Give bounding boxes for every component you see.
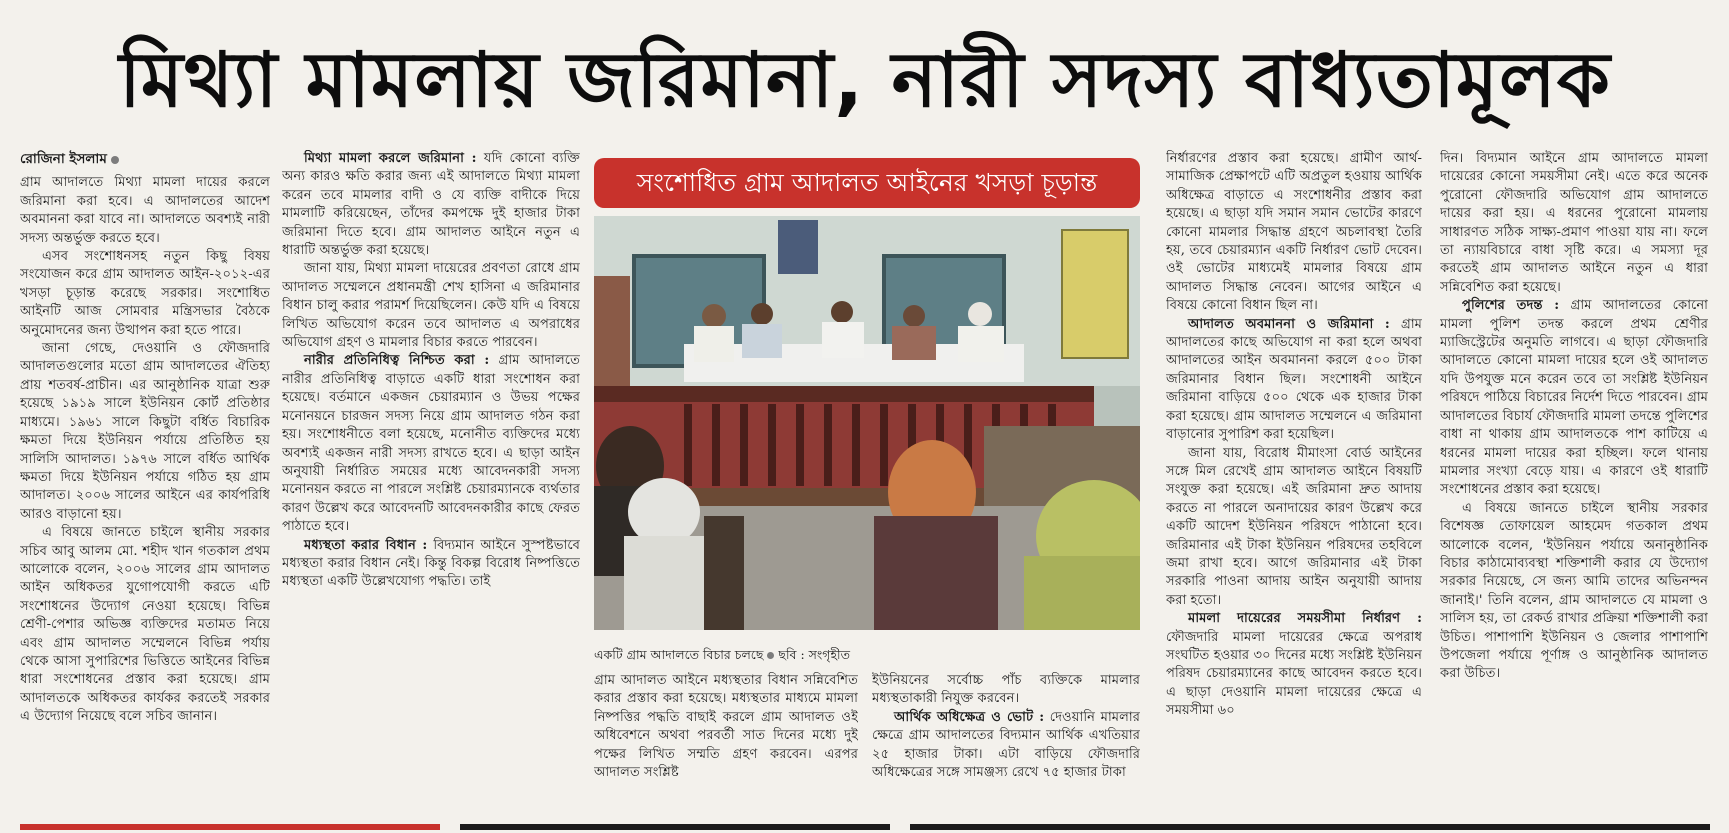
byline-dot-icon bbox=[111, 156, 119, 164]
paragraph bbox=[1440, 500, 1708, 684]
paragraph bbox=[1166, 445, 1422, 611]
paragraph-text: বিদ্যমান আইনে সুস্পষ্টভাবে মধ্যস্থতা করার বিধান নেই। কিন্তু বিকল্প বিরোধ নিষ্পত্তিতে মধ্যস্থতা একটি উল্লেখযোগ্য পদ্ধতি। তাই bbox=[282, 537, 580, 590]
subheading: মামলা দায়েরের সময়সীমা নির্ধারণ : bbox=[1188, 611, 1422, 627]
paragraph bbox=[1166, 316, 1422, 445]
paragraph: গ্রাম আদালতে মিথ্যা মামলা দায়ের করলে জরিমানা করা হবে। এ আদালতের আদেশ অবমাননা করা যাবে না। আদালতে অবশ্যই নারী সদস্য অন্তর্ভুক্ত করতে হবে। bbox=[20, 175, 270, 246]
byline bbox=[20, 150, 270, 168]
court-photo bbox=[594, 216, 1140, 630]
paragraph bbox=[1440, 297, 1708, 499]
subheading: নারীর প্রতিনিধিত্ব নিশ্চিত করা : bbox=[304, 353, 490, 369]
paragraph-text: এ বিষয়ে জানতে চাইলে স্থানীয় সরকার বিশেষজ্ঞ তোফায়েল আহমেদ গতকাল প্রথম আলোকে বলেন, 'ইউনিয়ন পর্যায়ে অনানুষ্ঠানিক বিচার কাঠামোব্যবস্থা শক্তিশালী করার যে উদ্যোগ সরকার নিয়েছে, সে জন্য আমি তাদের অভিনন্দন জানাই।' তিনি বলেন, গ্রাম আদালতে যে মামলা ও সালিস হয়, তা রেকর্ড রাখার প্রক্রিয়া শক্তিশালী করা উচিত। পাশাপাশি ইউনিয়ন ও জেলার পাশাপাশি উপজেলা পর্যায়ে পূর্ণাঙ্গ ও আনুষ্ঠানিক আদালত করা উচিত। bbox=[1440, 500, 1708, 682]
subheading: আদালত অবমাননা ও জরিমানা : bbox=[1188, 316, 1390, 332]
paragraph-text: যদি কোনো ব্যক্তি অন্য কারও ক্ষতি করার জন্য এই আদালতে মিথ্যা মামলা করেন তবে মামলার বাদী ও যে ব্যক্তি বাদীকে দিয়ে মামলাটি করিয়েছেন, তাঁদের কমপক্ষে দুই হাজার টাকা জরিমানা দিতে হবে। গ্রাম আদালত আইনে নতুন এ ধারাটি অন্তর্ভুক্ত করা হয়েছে। bbox=[282, 151, 580, 259]
article-column-4 bbox=[872, 672, 1140, 812]
caption-dot-icon bbox=[767, 652, 774, 659]
paragraph bbox=[282, 352, 580, 536]
article-column-2 bbox=[282, 150, 580, 810]
paragraph-text: জানা যায়, বিরোধ মীমাংসা বোর্ড আইনের সঙ্গে মিল রেখেই গ্রাম আদালত আইনে বিষয়টি সংযুক্ত করা হয়েছে। এই জরিমানা দ্রুত আদায় করতে না পারলে অনাদায়ের কারণ উল্লেখ করে একটি আদেশ ইউনিয়ন পরিষদে পাঠানো হবে। জরিমানার এই টাকা ইউনিয়ন পরিষদের তহবিলে জমা রাখা হবে। আগে জরিমানার এই টাকা সরকারি পাওনা আদায় আইন অনুযায়ী আদায় করা হতো। bbox=[1166, 445, 1422, 608]
subheading: মিথ্যা মামলা করলে জরিমানা : bbox=[304, 151, 477, 166]
paragraph bbox=[1166, 150, 1422, 316]
photo-caption bbox=[594, 644, 1140, 666]
caption-text: একটি গ্রাম আদালতে বিচার চলছে bbox=[594, 647, 764, 662]
paragraph: এ বিষয়ে জানতে চাইলে স্থানীয় সরকার সচিব আবু আলম মো. শহীদ খান গতকাল প্রথম আলোকে বলেন, ২০০৬ সালের গ্রাম আদালত আইন অধিকতর যুগোপযোগী করতে এটি সংশোধনের উদ্যোগ নেওয়া হয়েছে। বিভিন্ন শ্রেণী-পেশার অভিজ্ঞ ব্যক্তিদের মতামত নিয়ে এবং গ্রাম আদালত সম্মেলনে বিভিন্ন পর্যায় থেকে আসা সুপারিশের ভিত্তিতে আইনের বিভিন্ন ধারা সংশোধনের প্রস্তাব করা হয়েছে। গ্রাম আদালতকে অধিকতর কার্যকর করতেই সরকার এ উদ্যোগ নিয়েছে বলে সচিব জানান। bbox=[20, 525, 270, 725]
paragraph: এসব সংশোধনসহ নতুন কিছু বিষয় সংযোজন করে গ্রাম আদালত আইন-২০১২-এর খসড়া চূড়ান্ত করেছে সরকার। সংশোধিত আইনটি আজ সোমবার মন্ত্রিসভার বৈঠকে অনুমোদনের জন্য উত্থাপন করা হতে পারে। bbox=[20, 249, 270, 338]
paragraph-text: গ্রাম আদালতের কাছে অভিযোগ না করা হলে অথবা আদালতের আইন অবমাননা করলে ৫০০ টাকা জরিমানার বিধান ছিল। সংশোধনী আইনে জরিমানা বাড়িয়ে ৫০০ থেকে এক হাজার টাকা করা হয়েছে। গ্রাম আদালত সম্মেলনে এ জরিমানা বাড়ানোর সুপারিশ করা হয়েছিল। bbox=[1166, 316, 1422, 443]
paragraph bbox=[282, 150, 580, 260]
caption-credit: ছবি : সংগৃহীত bbox=[778, 647, 851, 662]
paragraph bbox=[282, 260, 580, 352]
byline-name: রোজিনা ইসলাম bbox=[20, 151, 107, 167]
paragraph-text: গ্রাম আদালতের কোনো মামলা পুলিশ তদন্ত করলে প্রথম শ্রেণীর ম্যাজিস্ট্রেটের অনুমতি লাগবে। এ ছাড়া ফৌজদারি আদালতে কোনো মামলা দায়ের হলে ওই আদালত যদি উপযুক্ত মনে করেন তবে তা সংশ্লিষ্ট ইউনিয়ন পরিষদে পাঠিয়ে বিচারের নির্দেশ দিতে পারবেন। গ্রাম আদালতের বিচার্য ফৌজদারি মামলা তদন্তে পুলিশের বাধা না থাকায় গ্রাম আদালতকে পাশ কাটিয়ে এ ধরনের মামলা দায়ের করা হচ্ছিল। ফলে থানায় মামলার সংখ্যা বেড়ে যায়। এ কারণে ওই ধারাটি সংশোধনের প্রস্তাব করা হয়েছে। bbox=[1440, 298, 1708, 498]
paragraph-text: দেওয়ানি মামলার ক্ষেত্রে গ্রাম আদালতের বিদ্যমান আর্থিক এখতিয়ার ২৫ হাজার টাকা। এটা বাড়িয়ে ফৌজদারি অধিক্ষেত্রের সঙ্গে সামঞ্জস্য রেখে ৭৫ হাজার টাকা bbox=[872, 709, 1140, 781]
subheading: আর্থিক অধিক্ষেত্র ও ভোট : bbox=[894, 709, 1045, 725]
paragraph-text: গ্রাম আদালতে নারীর প্রতিনিধিত্ব বাড়াতে একটি ধারা সংশোধন করা হয়েছে। বর্তমানে একজন চেয়ারম্যান ও উভয় পক্ষের মনোনয়নে চারজন সদস্য নিয়ে গ্রাম আদালত গঠন করা হয়। সংশোধনীতে বলা হয়েছে, মনোনীত ব্যক্তিদের মধ্যে অবশ্যই একজন নারী সদস্য রাখতে হবে। এ ছাড়া আইন অনুযায়ী নির্ধারিত সময়ের মধ্যে আবেদনকারী সদস্য মনোনয়ন করতে না পারলে সংশ্লিষ্ট চেয়ারম্যানকে ব্যর্থতার কারণ উল্লেখ করে আবেদনটি আবেদনকারীর কাছে ফেরত পাঠাতে হবে। bbox=[282, 353, 580, 535]
article-column-6 bbox=[1440, 150, 1708, 810]
paragraph-text: ইউনিয়নের সর্বোচ্চ পাঁচ ব্যক্তিকে মামলার মধ্যস্থতাকারী নিযুক্ত করবেন। bbox=[872, 673, 1140, 707]
court-scene-illustration bbox=[594, 216, 1140, 630]
headline: মিথ্যা মামলায় জরিমানা, নারী সদস্য বাধ্যতামূলক bbox=[119, 35, 1611, 124]
article-column-5 bbox=[1166, 150, 1422, 810]
paragraph-text: নির্ধারণের প্রস্তাব করা হয়েছে। গ্রামীণ আর্থ-সামাজিক প্রেক্ষাপটে এটি অপ্রতুল হওয়ায় আর্থিক অধিক্ষেত্র বাড়াতে এ সংশোধনীর প্রস্তাব করা হয়েছে। এ ছাড়া যদি সমান সমান ভোটের কারণে কোনো মামলার সিদ্ধান্ত গ্রহণে অচলাবস্থা তৈরি হয়, তবে চেয়ারম্যান একটি নির্ধারণ ভোট দেবেন। ওই ভোটের মাধ্যমেই মামলার বিষয়ে গ্রাম আদালত সিদ্ধান্ত নেবেন। আগের আইনে এ বিষয়ে কোনো বিধান ছিল না। bbox=[1166, 151, 1422, 314]
paragraph bbox=[282, 537, 580, 592]
article-column-1 bbox=[20, 150, 270, 810]
paragraph bbox=[872, 672, 1140, 709]
paragraph bbox=[1166, 610, 1422, 720]
section-banner: সংশোধিত গ্রাম আদালত আইনের খসড়া চূড়ান্ত bbox=[594, 158, 1140, 208]
subheading: পুলিশের তদন্ত : bbox=[1462, 298, 1560, 314]
article-column-3 bbox=[594, 672, 858, 812]
paragraph bbox=[1440, 150, 1708, 297]
paragraph-text: ফৌজদারি মামলা দায়েরের ক্ষেত্রে অপরাধ সংঘটিত হওয়ার ৩০ দিনের মধ্যে সংশ্লিষ্ট ইউনিয়ন পরিষদ চেয়ারম্যানের কাছে আবেদন করতে হবে। এ ছাড়া দেওয়ানি মামলা দায়েরের ক্ষেত্রে এ সময়সীমা ৬০ bbox=[1166, 629, 1422, 719]
subheading: মধ্যস্থতা করার বিধান : bbox=[304, 537, 428, 553]
paragraph: জানা গেছে, দেওয়ানি ও ফৌজদারি আদালতগুলোর মতো গ্রাম আদালতের ঐতিহ্য প্রায় শতবর্ষ-প্রাচীন। এর আনুষ্ঠানিক যাত্রা শুরু হয়েছে ১৯১৯ সালে ইউনিয়ন কোর্ট প্রতিষ্ঠার মাধ্যমে। ১৯৬১ সালে কিছুটা বর্ধিত বিচারিক ক্ষমতা দিয়ে ইউনিয়ন পর্যায়ে প্রতিষ্ঠিত হয় সালিসি আদালত। ১৯৭৬ সালে বর্ধিত আর্থিক ক্ষমতা দিয়ে ইউনিয়ন পর্যায়ে গঠিত হয় গ্রাম আদালত। ২০০৬ সালের আইনে এর কার্যপরিধি আরও বাড়ানো হয়। bbox=[20, 341, 270, 522]
paragraph bbox=[872, 709, 1140, 783]
paragraph-text: জানা যায়, মিথ্যা মামলা দায়েরের প্রবণতা রোধে গ্রাম আদালত সম্মেলনে প্রধানমন্ত্রী শেখ হাসিনা এ জরিমানার বিধান চালু করার পরামর্শ দিয়েছিলেন। কেউ যদি এ বিষয়ে লিখিত অভিযোগ করেন তবে আদালত এ অপরাধের অভিযোগ গ্রহণ ও মামলার বিচার করতে পারবেন। bbox=[282, 261, 580, 351]
bottom-rules bbox=[0, 818, 1729, 833]
paragraph-text: দিন। বিদ্যমান আইনে গ্রাম আদালতে মামলা দায়েরের কোনো সময়সীমা নেই। এতে করে অনেক পুরোনো ফৌজদারি অভিযোগ গ্রাম আদালতে দায়ের করা হয়। এ ধরনের পুরোনো মামলায় সাধারণত সঠিক সাক্ষ্য-প্রমাণ পাওয়া যায় না। ফলে তা ন্যায়বিচারে বাধা সৃষ্টি করে। এ সমস্যা দূর করতেই গ্রাম আদালত আইনে নতুন এ ধারা সন্নিবেশিত করা হয়েছে। bbox=[1440, 151, 1708, 295]
paragraph: গ্রাম আদালত আইনে মধ্যস্থতার বিধান সন্নিবেশিত করার প্রস্তাব করা হয়েছে। মধ্যস্থতার মাধ্যমে মামলা নিষ্পত্তির পদ্ধতি বাছাই করলে গ্রাম আদালত ওই অধিবেশনে অথবা পরবর্তী সাত দিনের মধ্যে দুই পক্ষের লিখিত সম্মতি গ্রহণ করবেন। এরপর আদালত সংশ্লিষ্ট bbox=[594, 673, 858, 781]
